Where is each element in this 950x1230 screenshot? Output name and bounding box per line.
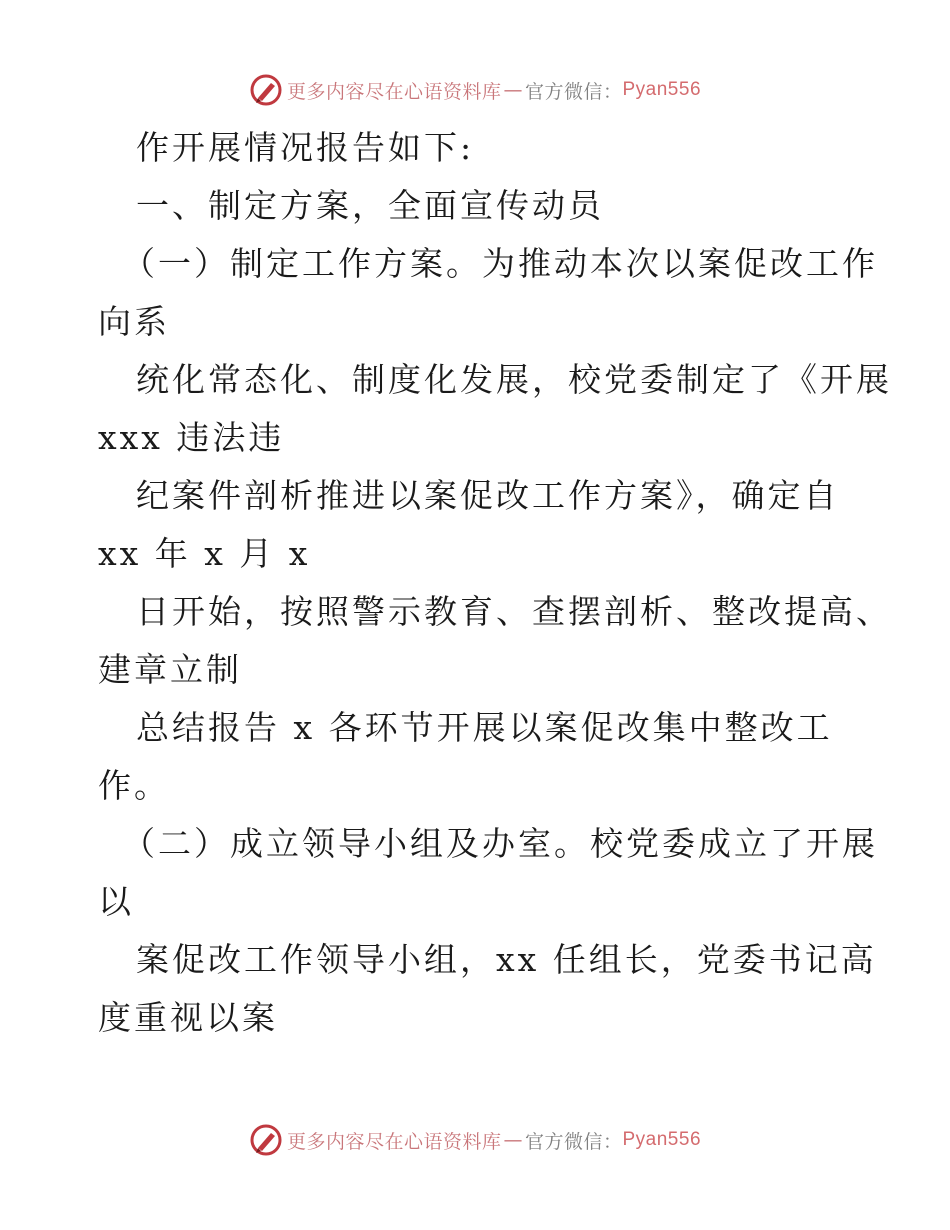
banner-wechat-label: 官方微信： [524, 80, 623, 103]
banner-wechat-id: Pyan556 [622, 1129, 702, 1150]
subsection-heading: （一）制定工作方案。为推动本次以案促改工作 [122, 244, 878, 283]
paragraph-line: 度重视以案 [98, 998, 278, 1037]
paragraph-line: 以 [98, 882, 134, 921]
banner-library-text: 更多内容尽在心语资料库 [286, 1130, 502, 1153]
subsection-heading: （二）成立领导小组及办室。校党委成立了开展 [122, 824, 878, 863]
banner-wechat-id: Pyan556 [622, 79, 702, 100]
paragraph-line: xx 年 x 月 x [98, 534, 311, 573]
pen-logo-icon [249, 1123, 283, 1157]
banner-separator: — [503, 1129, 523, 1151]
paragraph-line: xxx 违法违 [98, 418, 285, 457]
paragraph-line: 建章立制 [98, 650, 242, 689]
paragraph-line: 作开展情况报告如下: [136, 128, 475, 167]
paragraph-line: 纪案件剖析推进以案促改工作方案》，确定自 [136, 476, 840, 515]
paragraph-line: 总结报告 x 各环节开展以案促改集中整改工 [136, 708, 833, 747]
paragraph-line: 作。 [98, 766, 170, 805]
banner-wechat-label: 官方微信： [524, 1130, 623, 1153]
header-watermark-banner [0, 70, 950, 110]
paragraph-line: 案促改工作领导小组，xx 任组长，党委书记高 [136, 940, 877, 979]
paragraph-line: 向系 [98, 302, 170, 341]
banner-separator: — [503, 79, 523, 101]
section-heading: 一、制定方案，全面宣传动员 [136, 186, 604, 225]
pen-logo-icon [249, 73, 283, 107]
footer-watermark-banner [0, 1120, 950, 1160]
paragraph-line: 日开始，按照警示教育、查摆剖析、整改提高、 [136, 592, 892, 631]
banner-library-text: 更多内容尽在心语资料库 [286, 80, 502, 103]
paragraph-line: 统化常态化、制度化发展，校党委制定了《开展 [136, 360, 892, 399]
